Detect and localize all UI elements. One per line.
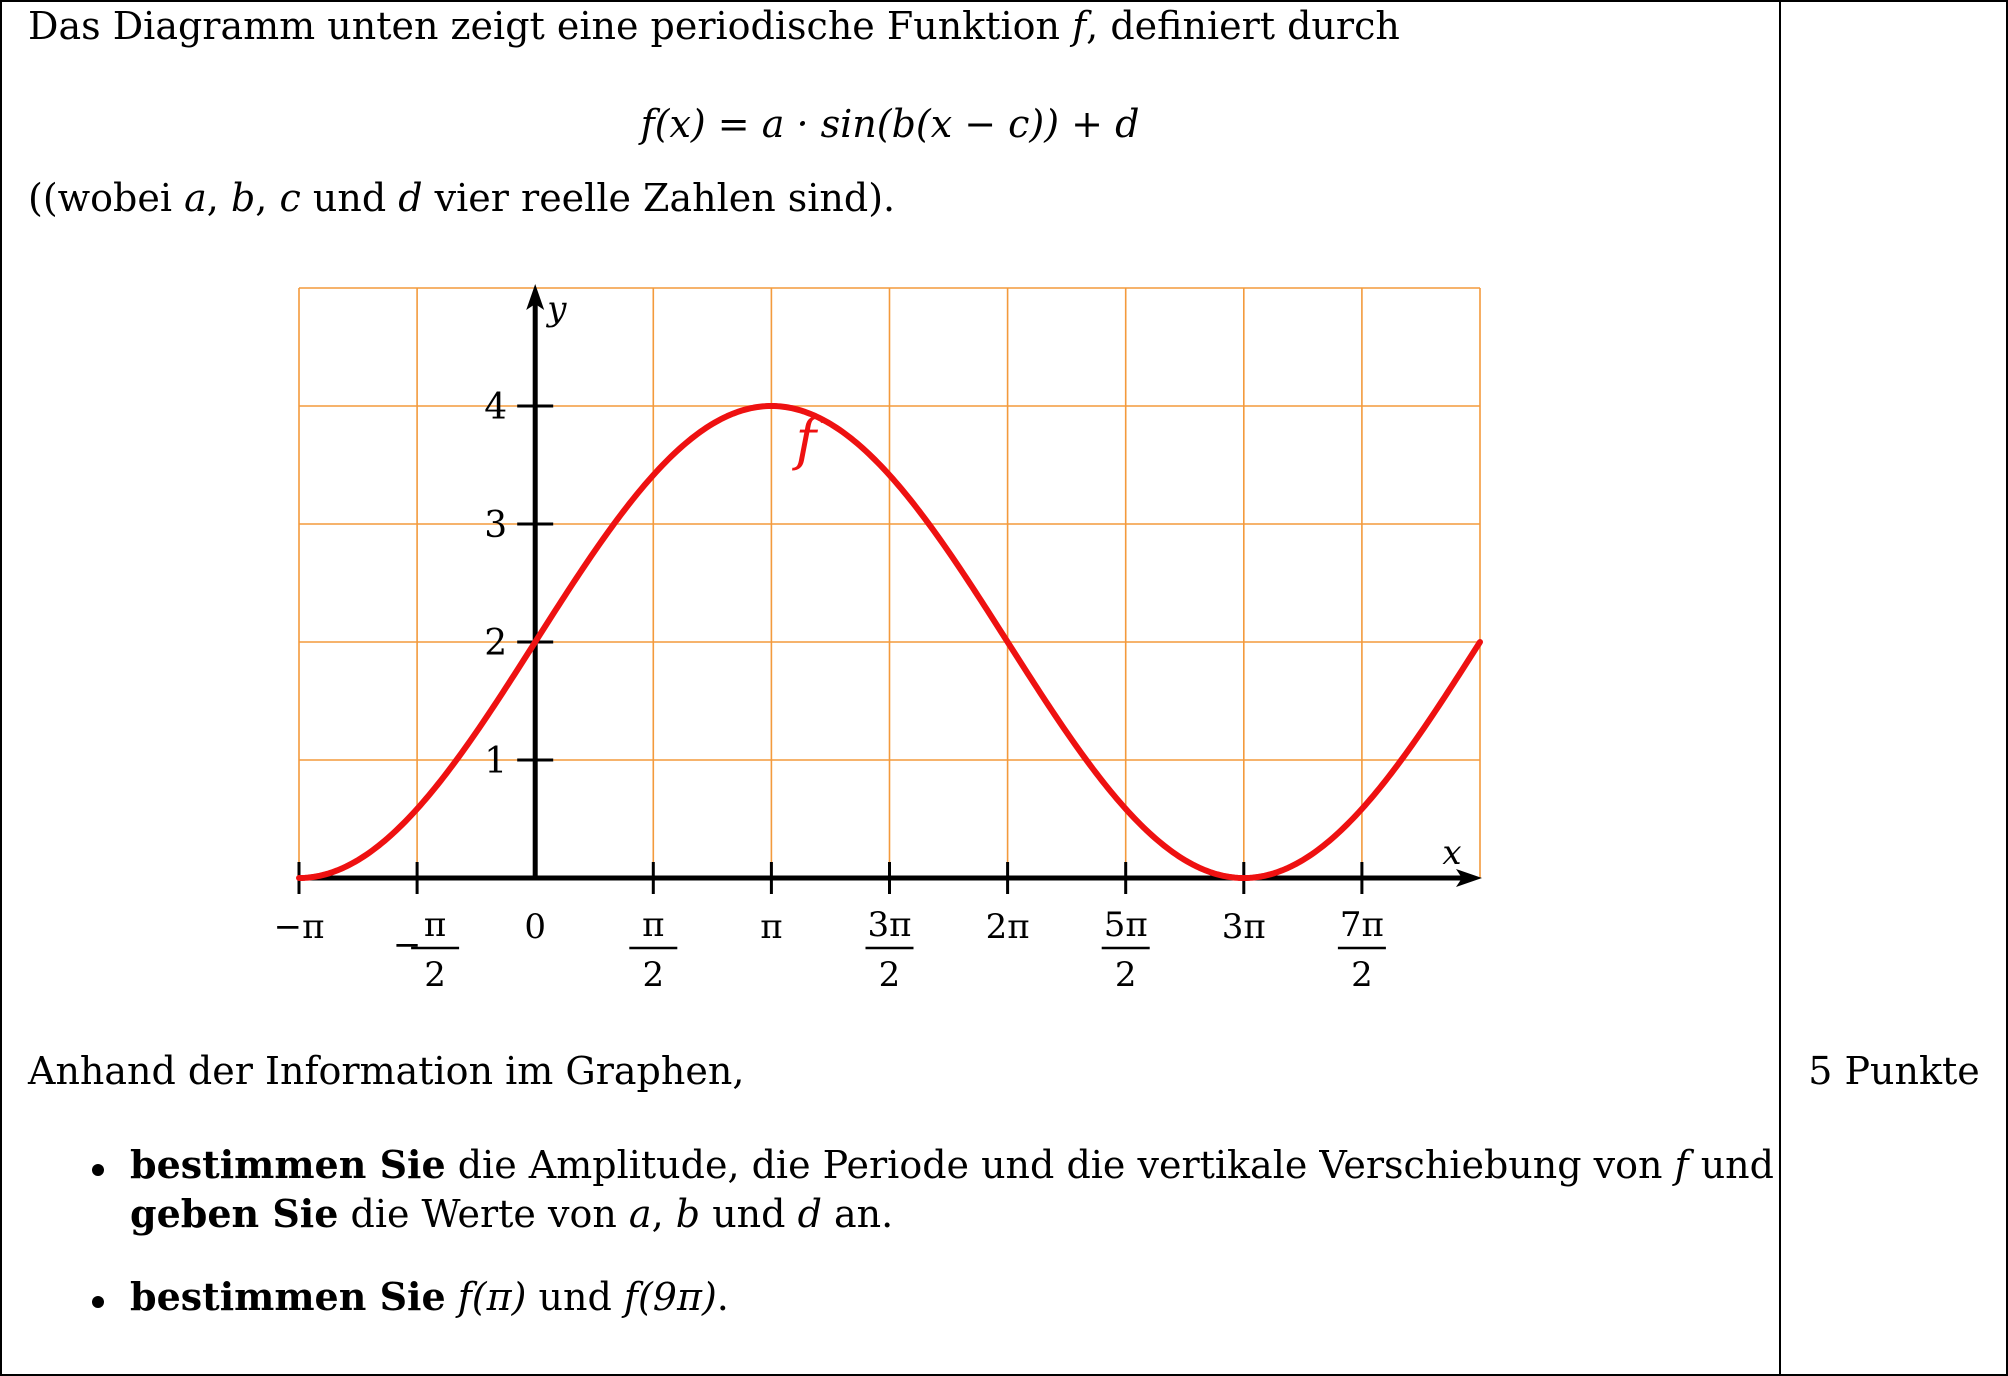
function-formula: f(x) = a · sin(b(x − c)) + d (640, 102, 1140, 146)
x-tick-denominator: 2 (878, 955, 901, 995)
note-tail: vier reelle Zahlen sind). (434, 176, 896, 220)
bullet-1-und: und (1700, 1143, 1774, 1187)
intro-tail: , definiert durch (1086, 4, 1400, 48)
x-axis-label: x (1442, 833, 1462, 873)
axes (299, 284, 1482, 887)
x-tick-denominator: 2 (1114, 955, 1137, 995)
note-open: ((wobei (28, 176, 173, 220)
bullet-2-und: und (538, 1275, 612, 1319)
note-a: a (184, 176, 207, 220)
note-und: und (312, 176, 387, 220)
x-tick-label: 3π (1221, 907, 1266, 947)
bullet-2-expr-1: f(π) (457, 1275, 527, 1319)
bullet-2-end: . (716, 1275, 729, 1319)
x-tick-numerator: π (423, 905, 447, 945)
x-tick-numerator: 7π (1339, 905, 1384, 945)
x-tick-label: 0 (524, 907, 547, 947)
bullet-2-bold: bestimmen Sie (130, 1274, 446, 1319)
y-tick-label: 1 (484, 741, 508, 782)
y-tick-label: 3 (484, 505, 508, 546)
y-tick-label: 2 (484, 623, 508, 664)
bullet-dot-2 (92, 1296, 104, 1308)
intro-function-name: f (1072, 4, 1087, 48)
bullet-1-bold-1: bestimmen Sie (130, 1142, 446, 1187)
x-tick-minus: − (392, 925, 422, 965)
curve-label: f (795, 408, 817, 474)
bullet-1-text-2: die Werte von (350, 1192, 617, 1236)
bullet-1-an: an. (833, 1192, 894, 1236)
x-tick-denominator: 2 (424, 955, 446, 995)
question-lead: Anhand der Information im Graphen, (28, 1049, 745, 1093)
x-tick-numerator: π (642, 905, 665, 945)
x-tick-denominator: 2 (642, 955, 665, 995)
bullet-1-f: f (1674, 1143, 1689, 1187)
y-axis-label: y (547, 289, 567, 329)
x-tick-denominator: 2 (1351, 955, 1373, 995)
bullet-1-und-2: und (712, 1192, 786, 1236)
bullet-1-text-1: die Amplitude, die Periode und die vertikale Verschiebung von (457, 1143, 1663, 1187)
x-tick-label: π (760, 907, 783, 947)
x-tick-label: −π (273, 907, 325, 947)
y-tick-label: 4 (484, 387, 508, 428)
bullet-1-sep: , (651, 1192, 664, 1236)
bullet-2-expr-2: f(9π) (623, 1275, 717, 1319)
x-tick-numerator: 3π (867, 905, 912, 945)
bullet-1-a: a (628, 1192, 652, 1236)
note-b: b (230, 176, 256, 220)
tick-labels (274, 387, 1386, 995)
bullet-1-bold-2: geben Sie (130, 1191, 339, 1236)
note-sep2: , (255, 176, 268, 220)
bullet-2-line (130, 1273, 729, 1321)
grid (299, 288, 1480, 878)
intro-text: Das Diagramm unten zeigt eine periodische Funktion (28, 4, 1060, 48)
x-tick-numerator: 5π (1103, 905, 1148, 945)
bullet-1-line-2 (130, 1190, 893, 1238)
note-sep1: , (206, 176, 219, 220)
bullet-1-d: d (797, 1192, 822, 1236)
note-d: d (398, 176, 423, 220)
bullet-1-line-1 (130, 1141, 1774, 1189)
bullet-dot-1 (92, 1164, 104, 1176)
bullet-1-b: b (675, 1192, 701, 1236)
note-c: c (279, 176, 301, 220)
points-value: 5 Punkte (1808, 1049, 1980, 1093)
x-tick-label: 2π (985, 907, 1030, 947)
